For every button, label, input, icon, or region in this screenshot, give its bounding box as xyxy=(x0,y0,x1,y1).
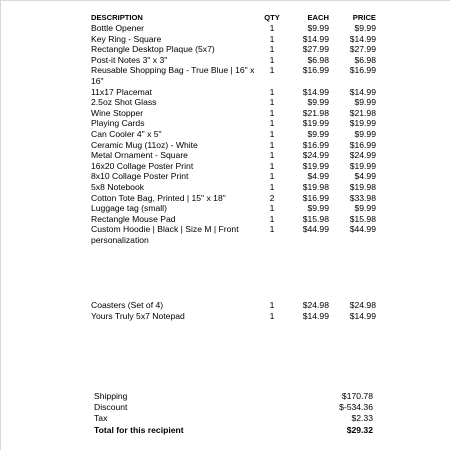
item-each: $27.99 xyxy=(302,44,329,55)
total-value: $-534.36 xyxy=(339,402,373,413)
item-price: $19.99 xyxy=(349,118,376,129)
table-row xyxy=(91,140,376,151)
table-row xyxy=(91,193,376,204)
item-price: $21.98 xyxy=(349,107,376,118)
item-description: Reusable Shopping Bag - True Blue | 16" x 16" xyxy=(91,65,255,86)
total-label: Tax xyxy=(94,413,108,424)
item-description: Cotton Tote Bag, Printed | 15" x 18" xyxy=(91,192,226,203)
item-qty: 1 xyxy=(269,311,275,322)
table-row xyxy=(91,182,376,193)
item-description: 8x10 Collage Poster Print xyxy=(91,171,189,182)
item-description: Can Cooler 4" x 5" xyxy=(91,128,162,139)
header-qty: QTY xyxy=(264,13,280,22)
table-row xyxy=(91,23,376,34)
item-qty: 1 xyxy=(269,107,275,118)
item-description: 5x8 Notebook xyxy=(91,181,145,192)
table-row xyxy=(91,65,376,86)
item-each: $24.99 xyxy=(302,150,329,161)
item-description: Rectangle Desktop Plaque (5x7) xyxy=(91,44,215,55)
item-description: Key Ring - Square xyxy=(91,33,162,44)
table-row xyxy=(91,171,376,182)
item-each: $14.99 xyxy=(302,311,329,322)
total-value: $170.78 xyxy=(341,391,373,401)
item-each: $15.98 xyxy=(302,213,329,224)
item-price: $19.99 xyxy=(349,160,376,171)
item-each: $44.99 xyxy=(302,224,329,235)
item-description: Post-it Notes 3" x 3" xyxy=(91,54,168,65)
item-description: Luggage tag (small) xyxy=(91,203,167,214)
total-label: Total for this recipient xyxy=(94,424,184,435)
item-each: $14.99 xyxy=(302,33,329,44)
item-qty: 1 xyxy=(269,139,275,150)
item-description: Metal Ornament - Square xyxy=(91,150,188,161)
table-row xyxy=(91,203,376,214)
item-qty: 1 xyxy=(269,150,275,161)
item-description: Custom Hoodie | Black | Size M | Front personalization xyxy=(91,224,239,245)
item-qty: 1 xyxy=(269,300,275,311)
total-row xyxy=(94,413,373,424)
item-each: $24.98 xyxy=(302,300,329,311)
item-price: $14.99 xyxy=(349,33,376,44)
item-description: Wine Stopper xyxy=(91,107,144,118)
total-label: Discount xyxy=(94,402,128,413)
item-price: $9.99 xyxy=(354,97,376,108)
totals-table xyxy=(94,391,373,436)
item-qty: 2 xyxy=(269,192,275,203)
item-description: Ceramic Mug (11oz) - White xyxy=(91,139,198,150)
table-row xyxy=(91,311,376,322)
table-row xyxy=(91,214,376,225)
item-each: $16.99 xyxy=(302,65,329,76)
item-price: $14.99 xyxy=(349,311,376,322)
item-each: $9.99 xyxy=(307,128,329,139)
items-body xyxy=(91,23,376,322)
item-qty: 1 xyxy=(269,44,275,55)
item-qty: 1 xyxy=(269,224,275,235)
item-price: $4.99 xyxy=(354,171,376,182)
table-row xyxy=(91,44,376,55)
table-row xyxy=(91,55,376,66)
table-row xyxy=(91,161,376,172)
item-each: $9.99 xyxy=(307,23,329,33)
item-each: $16.99 xyxy=(302,192,329,203)
item-qty: 1 xyxy=(269,203,275,214)
item-qty: 1 xyxy=(269,54,275,65)
table-row xyxy=(91,118,376,129)
item-description: 11x17 Placemat xyxy=(91,86,152,97)
item-description: Coasters (Set of 4) xyxy=(91,300,164,311)
item-each: $21.98 xyxy=(302,107,329,118)
item-each: $19.99 xyxy=(302,160,329,171)
item-qty: 1 xyxy=(269,181,275,192)
item-description: 2.5oz Shot Glass xyxy=(91,97,157,108)
item-price: $33.98 xyxy=(349,192,376,203)
item-qty: 1 xyxy=(269,160,275,171)
item-each: $19.98 xyxy=(302,181,329,192)
totals-body xyxy=(94,391,373,436)
item-each: $16.99 xyxy=(302,139,329,150)
header-price: PRICE xyxy=(352,13,376,22)
item-description: Bottle Opener xyxy=(91,23,145,33)
item-price: $19.98 xyxy=(349,181,376,192)
item-qty: 1 xyxy=(269,97,275,108)
item-each: $9.99 xyxy=(307,97,329,108)
item-description: Yours Truly 5x7 Notepad xyxy=(91,311,185,322)
item-each: $6.98 xyxy=(307,54,329,65)
item-price: $44.99 xyxy=(349,224,376,235)
item-qty: 1 xyxy=(269,33,275,44)
blank-gap xyxy=(91,245,376,300)
table-row xyxy=(91,108,376,119)
item-price: $9.99 xyxy=(354,23,376,33)
item-price: $6.98 xyxy=(354,54,376,65)
item-qty: 1 xyxy=(269,65,275,76)
item-each: $9.99 xyxy=(307,203,329,214)
table-row xyxy=(91,129,376,140)
item-each: $14.99 xyxy=(302,86,329,97)
table-row xyxy=(91,300,376,311)
item-price: $24.98 xyxy=(349,300,376,311)
item-price: $16.99 xyxy=(349,139,376,150)
item-qty: 1 xyxy=(269,118,275,129)
header-description: DESCRIPTION xyxy=(91,13,143,22)
total-row xyxy=(94,402,373,413)
total-label: Shipping xyxy=(94,391,128,401)
table-header-row xyxy=(91,12,376,23)
item-price: $15.98 xyxy=(349,213,376,224)
item-description: 16x20 Collage Poster Print xyxy=(91,160,194,171)
item-qty: 1 xyxy=(269,128,275,139)
table-row xyxy=(91,224,376,245)
table-row xyxy=(91,34,376,45)
table-row xyxy=(91,97,376,108)
item-price: $9.99 xyxy=(354,203,376,214)
total-row xyxy=(94,391,373,402)
item-price: $16.99 xyxy=(349,65,376,76)
item-price: $9.99 xyxy=(354,128,376,139)
table-row xyxy=(91,87,376,98)
item-qty: 1 xyxy=(269,23,275,33)
invoice-items-table xyxy=(91,12,376,322)
table-row xyxy=(91,150,376,161)
item-price: $24.99 xyxy=(349,150,376,161)
total-value: $29.32 xyxy=(346,424,373,435)
item-qty: 1 xyxy=(269,86,275,97)
header-each: EACH xyxy=(307,13,329,22)
item-price: $27.99 xyxy=(349,44,376,55)
grand-total-row xyxy=(94,425,373,436)
item-description: Rectangle Mouse Pad xyxy=(91,213,176,224)
item-price: $14.99 xyxy=(349,86,376,97)
item-description: Playing Cards xyxy=(91,118,145,129)
total-value: $2.33 xyxy=(351,413,373,424)
item-qty: 1 xyxy=(269,213,275,224)
item-each: $19.99 xyxy=(302,118,329,129)
item-each: $4.99 xyxy=(307,171,329,182)
item-qty: 1 xyxy=(269,171,275,182)
